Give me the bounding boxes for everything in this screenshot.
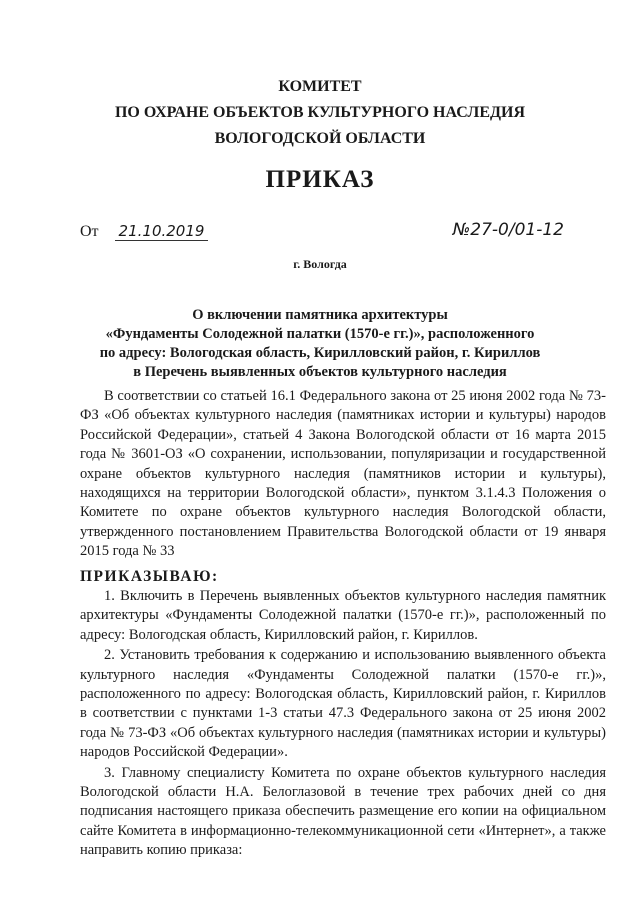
org-name-line-2: ПО ОХРАНЕ ОБЪЕКТОВ КУЛЬТУРНОГО НАСЛЕДИЯ: [114, 104, 526, 121]
handwritten-order-number: №27-0/01-12: [452, 220, 564, 240]
subject-line-2: «Фундаменты Солодежной палатки (1570-е гг.)», расположенного: [105, 326, 535, 342]
subject-line-4: в Перечень выявленных объектов культурного наследия: [133, 364, 507, 380]
org-name-line-1: КОМИТЕТ: [278, 78, 362, 95]
subject-line-1: О включении памятника архитектуры: [192, 307, 448, 323]
order-heading: ПРИКАЗЫВАЮ:: [80, 568, 219, 585]
city-line: г. Вологда: [293, 257, 347, 271]
date-line: [80, 222, 208, 241]
order-item-1: 1. Включить в Перечень выявленных объектов культурного наследия памятник архитектуры «Фундаменты Солодежной палатки (1570-е гг.)», расположенный по адресу: Вологодская область, Кирилловский район, г. Кириллов.: [80, 588, 606, 643]
order-items: [80, 587, 606, 862]
order-item-3: 3. Главному специалисту Комитета по охране объектов культурного наследия Вологодской области Н.А. Белоглазовой в течение трех рабочих дней со дня подписания настоящего приказа обеспечить размещение его копии на официальном сайте Комитета в информационно-телекоммуникационной сети «Интернет», а также направить копию приказа:: [80, 764, 606, 859]
preamble-block: [80, 387, 606, 562]
preamble-paragraph: В соответствии со статьей 16.1 Федерального закона от 25 июня 2002 года № 73-ФЗ «Об объектах культурного наследия (памятниках истории и культуры) народов Российской Федерации», статьей 4 Закона Вологодской области от 16 марта 2015 года № 3601-ОЗ «О сохранении, использовании, популяризации и государственной охране объектов культурного наследия (памятников истории и культуры), находящихся на территории Вологодской области», пунктом 3.1.4.3 Положения о Комитете по охране объектов культурного наследия Вологодской области, утвержденного постановлением Правительства Вологодской области от 19 января 2015 года № 33: [80, 388, 606, 560]
subject-line-3: по адресу: Вологодская область, Кирилловский район, г. Кириллов: [99, 345, 541, 361]
order-subject: [0, 306, 640, 382]
date-prefix: От: [80, 223, 99, 240]
order-item-2: 2. Установить требования к содержанию и использованию выявленного объекта культурного наследия «Фундаменты Солодежной палатки (1570-е гг.)», расположенного по адресу: Вологодская область, Кирилловский район, г. Кириллов в соответствии с пунктами 1-3 статьи 47.3 Федерального закона от 25 июня 2002 года № 73-ФЗ «Об объектах культурного наследия (памятниках истории и культуры) народов Российской Федерации».: [80, 647, 606, 761]
org-name-line-3: ВОЛОГОДСКОЙ ОБЛАСТИ: [214, 130, 426, 147]
document-type-title: ПРИКАЗ: [265, 166, 375, 193]
handwritten-date: 21.10.2019: [115, 222, 209, 241]
